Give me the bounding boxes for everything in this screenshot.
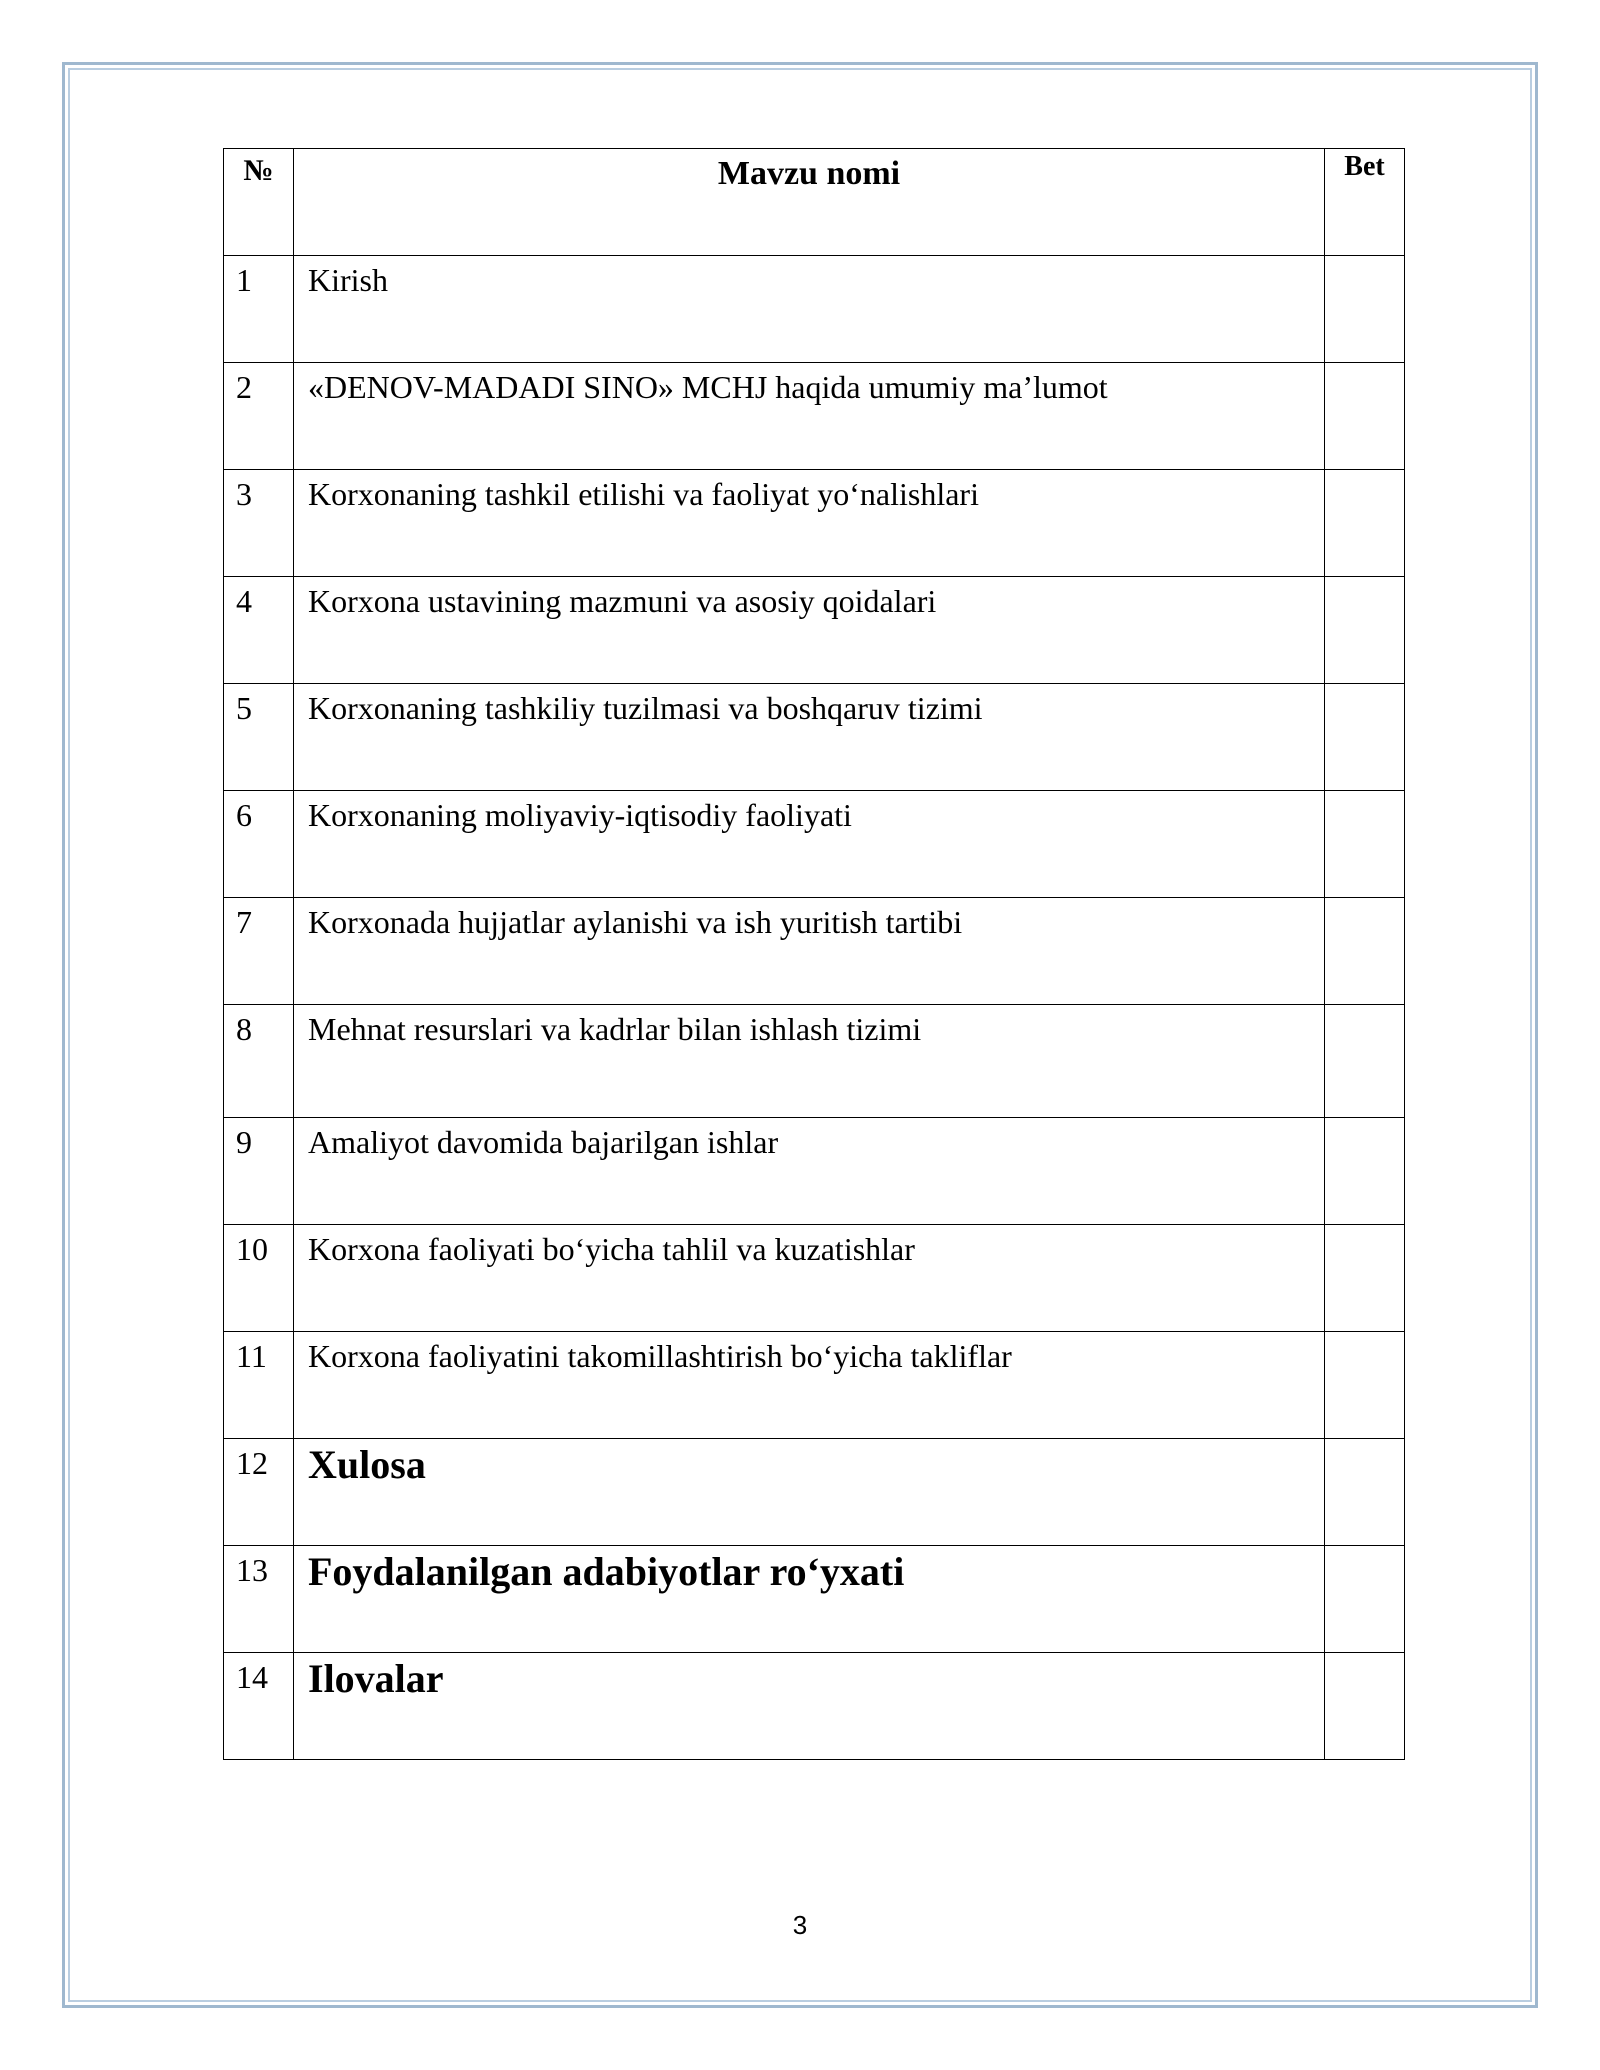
- table-of-contents: [223, 148, 1405, 1760]
- row-number: 7: [224, 898, 294, 1005]
- row-number: 5: [224, 684, 294, 791]
- table-row: [224, 1225, 1405, 1332]
- table-row: [224, 577, 1405, 684]
- row-page: [1325, 1118, 1405, 1225]
- table-row: [224, 1005, 1405, 1118]
- row-page: [1325, 791, 1405, 898]
- row-title: Korxonaning tashkil etilishi va faoliyat yo‘nalishlari: [294, 470, 1325, 577]
- row-number: 11: [224, 1332, 294, 1439]
- row-page: [1325, 1005, 1405, 1118]
- table-row: [224, 791, 1405, 898]
- header-page: Bet: [1325, 149, 1405, 256]
- table-body: [224, 256, 1405, 1760]
- row-page: [1325, 684, 1405, 791]
- table-row: [224, 1653, 1405, 1760]
- table-row: [224, 470, 1405, 577]
- row-number: 14: [224, 1653, 294, 1760]
- row-title: Kirish: [294, 256, 1325, 363]
- row-title: «DENOV-MADADI SINO» MCHJ haqida umumiy ma’lumot: [294, 363, 1325, 470]
- row-number: 4: [224, 577, 294, 684]
- row-number: 13: [224, 1546, 294, 1653]
- row-page: [1325, 577, 1405, 684]
- row-page: [1325, 1225, 1405, 1332]
- row-title: Korxonaning moliyaviy-iqtisodiy faoliyati: [294, 791, 1325, 898]
- page-number: 3: [792, 1910, 808, 1940]
- row-title: Ilovalar: [294, 1653, 1325, 1760]
- row-title: Korxonada hujjatlar aylanishi va ish yuritish tartibi: [294, 898, 1325, 1005]
- row-number: 10: [224, 1225, 294, 1332]
- table-row: [224, 1118, 1405, 1225]
- header-title: Mavzu nomi: [294, 149, 1325, 256]
- row-page: [1325, 470, 1405, 577]
- row-title: Korxona faoliyatini takomillashtirish bo‘yicha takliflar: [294, 1332, 1325, 1439]
- row-title: Korxona faoliyati bo‘yicha tahlil va kuzatishlar: [294, 1225, 1325, 1332]
- table-row: [224, 256, 1405, 363]
- row-title: Foydalanilgan adabiyotlar ro‘yxati: [294, 1546, 1325, 1653]
- row-number: 3: [224, 470, 294, 577]
- row-number: 2: [224, 363, 294, 470]
- table-row: [224, 1439, 1405, 1546]
- table-row: [224, 684, 1405, 791]
- row-title: Amaliyot davomida bajarilgan ishlar: [294, 1118, 1325, 1225]
- table-row: [224, 1546, 1405, 1653]
- row-title: Xulosa: [294, 1439, 1325, 1546]
- header-number: №: [224, 149, 294, 256]
- row-page: [1325, 1439, 1405, 1546]
- row-page: [1325, 898, 1405, 1005]
- table-header-row: [224, 149, 1405, 256]
- table-row: [224, 1332, 1405, 1439]
- table-row: [224, 363, 1405, 470]
- row-number: 6: [224, 791, 294, 898]
- table-row: [224, 898, 1405, 1005]
- row-title: Korxona ustavining mazmuni va asosiy qoidalari: [294, 577, 1325, 684]
- row-number: 8: [224, 1005, 294, 1118]
- row-page: [1325, 1653, 1405, 1760]
- row-page: [1325, 1546, 1405, 1653]
- row-number: 1: [224, 256, 294, 363]
- row-page: [1325, 256, 1405, 363]
- row-page: [1325, 1332, 1405, 1439]
- row-number: 12: [224, 1439, 294, 1546]
- row-page: [1325, 363, 1405, 470]
- row-number: 9: [224, 1118, 294, 1225]
- row-title: Korxonaning tashkiliy tuzilmasi va boshqaruv tizimi: [294, 684, 1325, 791]
- row-title: Mehnat resurslari va kadrlar bilan ishlash tizimi: [294, 1005, 1325, 1118]
